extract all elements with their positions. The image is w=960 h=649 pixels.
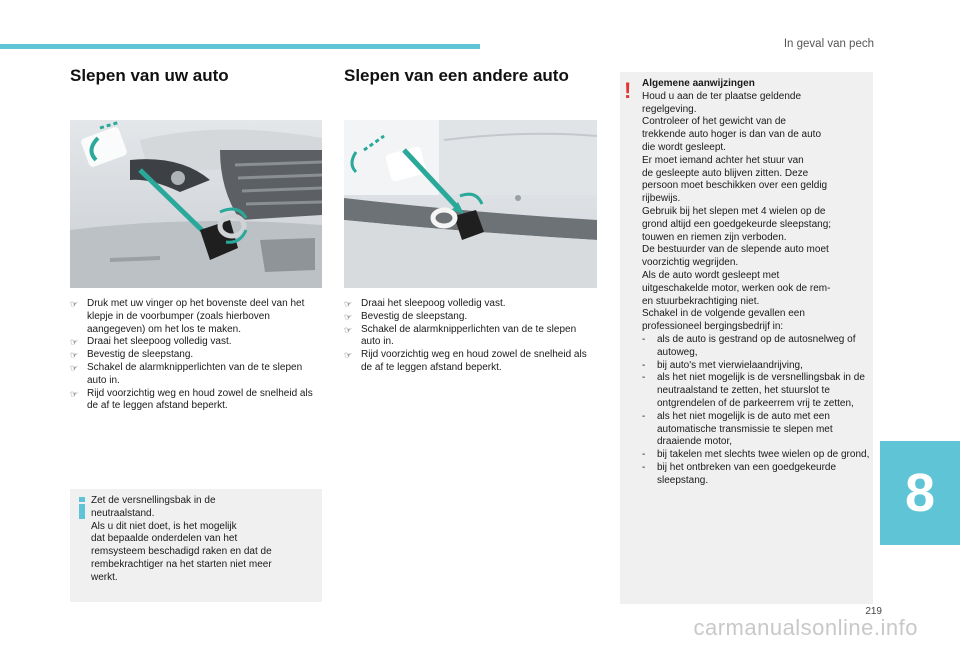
arrow-bullet-icon: ☞: [70, 362, 79, 373]
section-header: In geval van pech: [783, 38, 874, 50]
info-note-text: Zet de versnellingsbak in de neutraalstand. Als u dit niet doet, is het mogelijk dat bepaalde onderdelen van het remsysteem beschadigd raken en dat de rembekrachtiger na het starten niet meer werkt.: [91, 495, 272, 583]
step-item: ☞ Bevestig de sleepstang.: [344, 310, 468, 322]
info-note-box: [70, 489, 322, 602]
chapter-tab: [880, 441, 960, 545]
arrow-bullet-icon: ☞: [70, 388, 79, 399]
arrow-bullet-icon: ☞: [344, 299, 353, 309]
list-item: - als het niet mogelijk is de versnellingsbak in de neutraalstand te zetten, het stuurslot te ontgrendelen of de parkeerrem vrij te zetten,: [642, 372, 865, 409]
step-item: ☞ Rijd voorzichtig weg en houd zowel de snelheid als de af te leggen afstand beperkt.: [344, 349, 587, 373]
warning-box: [620, 72, 873, 604]
rear-bumper-illustration: [344, 120, 597, 288]
arrow-bullet-icon: ☞: [70, 350, 79, 361]
list-item: - bij takelen met slechts twee wielen op de grond,: [642, 449, 870, 461]
page-number: 219: [865, 606, 882, 617]
warning-body: Algemene aanwijzingen Houd u aan de ter plaatse geldende regelgeving. Controleer of het gewicht van de trekkende auto hoger is dan van de auto die wordt gesleept. Er moet iemand achter het stuur van de gesleepte auto blijven zitten. Deze persoon moet beschikken over een geldig rijbewijs. Gebruik bij het slepen met 4 wielen op de grond altijd een goedgekeurde sleepstang; touwen en riemen zijn verboden. De bestuurder van de slepende auto moet voorzichtig wegrijden. Als de auto wordt gesleept met uitgeschakelde motor, werken ook de rem- en stuurbekrachtiging niet. Schakel in de volgende gevallen een professioneel bergingsbedrijf in: - als de auto is gestrand op de autosnelweg of autoweg, - bij auto's met vierwielaandrijving, - als het niet mogelijk is de versnellingsbak in de neutraalstand te zetten, het stuurslot te ontgrendelen of de parkeerrem vrij te zetten, - als het niet mogelijk is de auto met een automatische transmissie te slepen met draaiende motor, - bij takelen met slechts twee wielen op de grond, - bij het ontbreken van een goedgekeurde sleepstang.: [642, 78, 870, 486]
front-bumper-illustration: [70, 120, 322, 288]
header-accent-bar: [0, 44, 480, 49]
watermark: carmanualsonline.info: [693, 615, 918, 640]
list-item: - als het niet mogelijk is de auto met een automatische transmissie te slepen met draaiende motor,: [642, 410, 833, 448]
section-title-other-car: Slepen van een andere auto: [344, 66, 569, 85]
exclamation-warning-icon: !: [624, 78, 632, 103]
other-car-steps: [344, 298, 596, 375]
front-bumper-photo: [70, 120, 322, 288]
warning-case-list: [642, 334, 870, 488]
step-item: ☞ Schakel de alarmknipperlichten van de te slepen auto in.: [70, 361, 303, 386]
own-car-steps: [70, 298, 320, 413]
warning-title: Algemene aanwijzingen: [642, 78, 755, 89]
arrow-bullet-icon: ☞: [70, 337, 79, 348]
list-item: - bij auto's met vierwielaandrijving,: [642, 359, 803, 371]
step-item: ☞ Rijd voorzichtig weg en houd zowel de snelheid als de af te leggen afstand beperkt.: [70, 387, 313, 412]
list-item: - als de auto is gestrand op de autosnelweg of autoweg,: [642, 333, 856, 358]
arrow-bullet-icon: ☞: [70, 299, 79, 309]
chapter-number: 8: [904, 463, 936, 523]
arrow-bullet-icon: ☞: [344, 311, 353, 322]
step-item: ☞ Bevestig de sleepstang.: [70, 349, 194, 361]
step-item: ☞ Druk met uw vinger op het bovenste deel van het klepje in de voorbumper (zoals hierboven aangegeven) om het los te maken.: [70, 298, 305, 335]
arrow-bullet-icon: ☞: [344, 324, 353, 335]
step-item: ☞ Schakel de alarmknipperlichten van de te slepen auto in.: [344, 323, 577, 348]
step-item: ☞ Draai het sleepoog volledig vast.: [70, 336, 232, 348]
info-icon: [77, 497, 87, 519]
list-item: - bij het ontbreken van een goedgekeurde sleepstang.: [642, 461, 837, 486]
section-title-own-car: Slepen van uw auto: [70, 66, 229, 85]
arrow-bullet-icon: ☞: [344, 350, 353, 361]
step-item: ☞ Draai het sleepoog volledig vast.: [344, 298, 506, 309]
rear-bumper-photo: [344, 120, 597, 288]
